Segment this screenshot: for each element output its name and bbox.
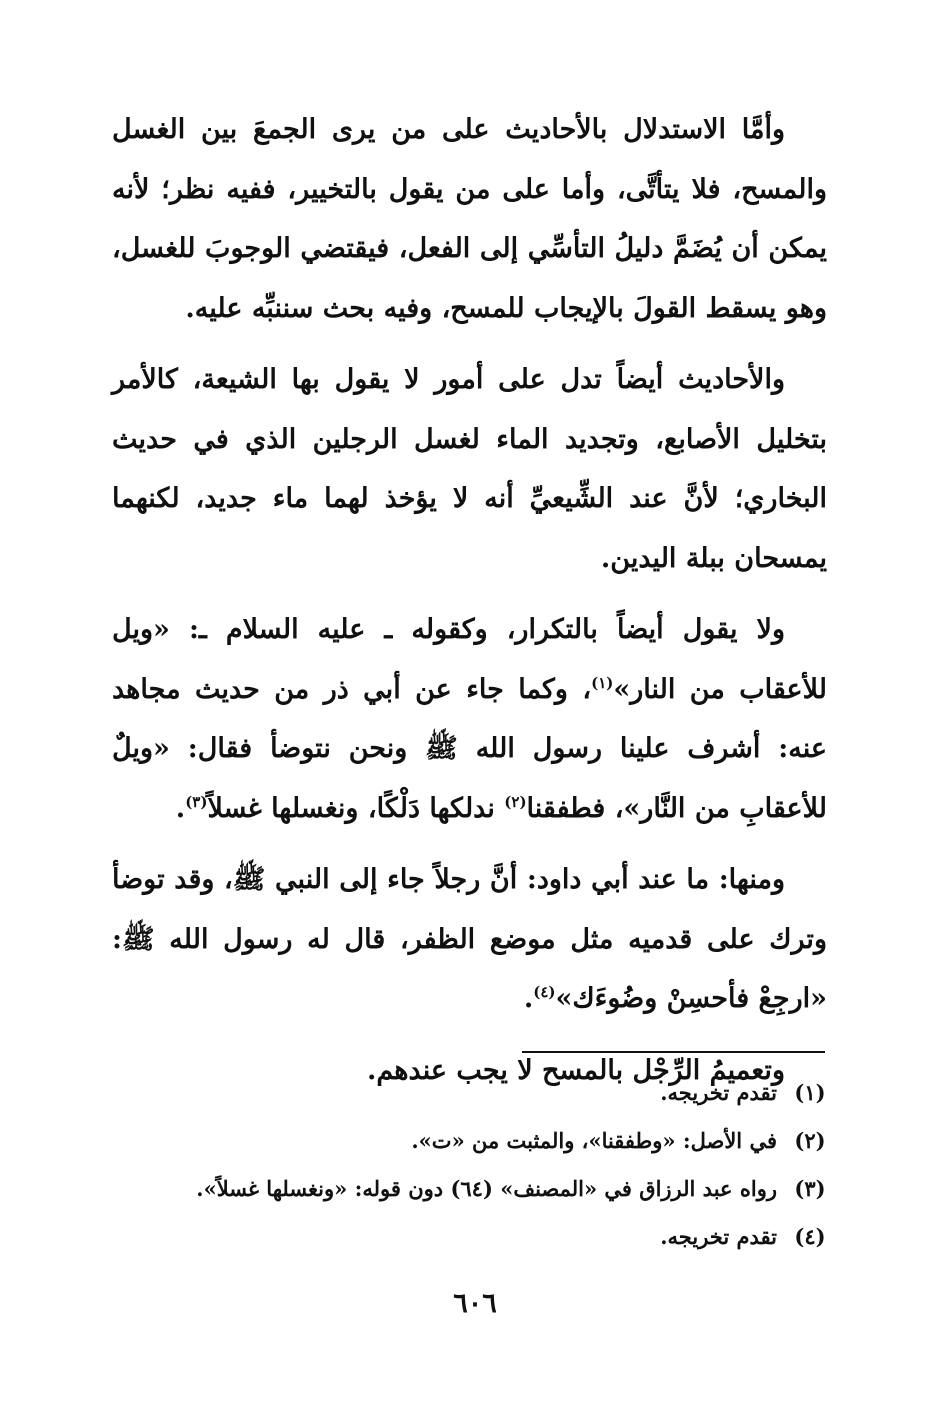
footnote-text: تقدم تخريجه. [660, 1224, 777, 1249]
paragraph-3 [112, 600, 827, 838]
main-text [112, 100, 827, 1100]
footnote-number: (٤) [794, 1224, 826, 1249]
paragraph-1: وأمَّا الاستدلال بالأحاديث على من يرى الجمعَ بين الغسل والمسح، فلا يتأتَّى، وأما على من يقول بالتخيير، ففيه نظر؛ لأنه يمكن أن يُضَمَّ دليلُ التأسِّي إلى الفعل، فيقتضي الوجوبَ للغسل، وهو يسقط القولَ بالإيجاب للمسح، وفيه بحث سننبِّه عليه. [112, 114, 827, 324]
footnote-item [112, 1117, 827, 1165]
paragraph-5: وتعميمُ الرِّجْل بالمسح لا يجب عندهم. [366, 1054, 785, 1086]
paragraph-3-text-1: ولا يقول أيضاً بالتكرار، وكقوله ـ عليه السلام ـ: «ويل للأعقاب من النار» [112, 614, 827, 705]
footnote-separator [522, 1051, 825, 1053]
footnotes [112, 1069, 827, 1261]
paragraph-3-text-4: . [175, 792, 186, 824]
paragraph-3-text-3: ندلكها دَلْكًا، ونغسلها غسلاً [207, 792, 505, 824]
paragraph-4-text-1: ومنها: ما عند أبي داود: أنَّ رجلاً جاء إلى النبي ﷺ، وقد توضأ وترك على قدميه مثل موضع الظفر، قال له رسول الله ﷺ: «ارجِعْ فأحسِنْ وضُوءَك» [112, 864, 827, 1014]
page-number: ٦٠٦ [453, 1288, 497, 1319]
footnote-text: رواه عبد الرزاق في «المصنف» (٦٤) دون قوله: «ونغسلها غسلاً». [196, 1176, 777, 1201]
footnote-ref-1: (١) [591, 673, 614, 692]
footnote-item [112, 1069, 827, 1117]
footnote-text: تقدم تخريجه. [660, 1080, 777, 1105]
footnote-item [112, 1165, 827, 1213]
paragraph-4 [112, 850, 827, 1029]
footnote-number: (١) [794, 1080, 826, 1105]
footnote-ref-4: (٤) [533, 983, 556, 1001]
footnote-ref-3: (٣) [185, 792, 208, 811]
paragraph-3-text-2: ، وكما جاء عن أبي ذر من حديث مجاهد عنه: أشرف علينا رسول الله ﷺ ونحن نتوضأ فقال: «ويلٌ للأعقابِ من النَّار»، فطفقنا [112, 673, 827, 824]
footnote-text: في الأصل: «وطفقنا»، والمثبت من «ت». [411, 1128, 777, 1153]
footnote-ref-2: (٢) [504, 792, 527, 811]
paragraph-4-text-2: . [523, 983, 534, 1014]
footnote-number: (٣) [794, 1176, 826, 1201]
footnote-number: (٢) [794, 1128, 826, 1153]
paragraph-2: والأحاديث أيضاً تدل على أمور لا يقول بها الشيعة، كالأمر بتخليل الأصابع، وتجديد الماء لغسل الرجلين الذي في حديث البخاري؛ لأنَّ عند الشِّيعيِّ أنه لا يؤخذ لهما ماء جديد، لكنهما يمسحان ببلة اليدين. [112, 364, 827, 574]
footnote-item [112, 1213, 827, 1261]
